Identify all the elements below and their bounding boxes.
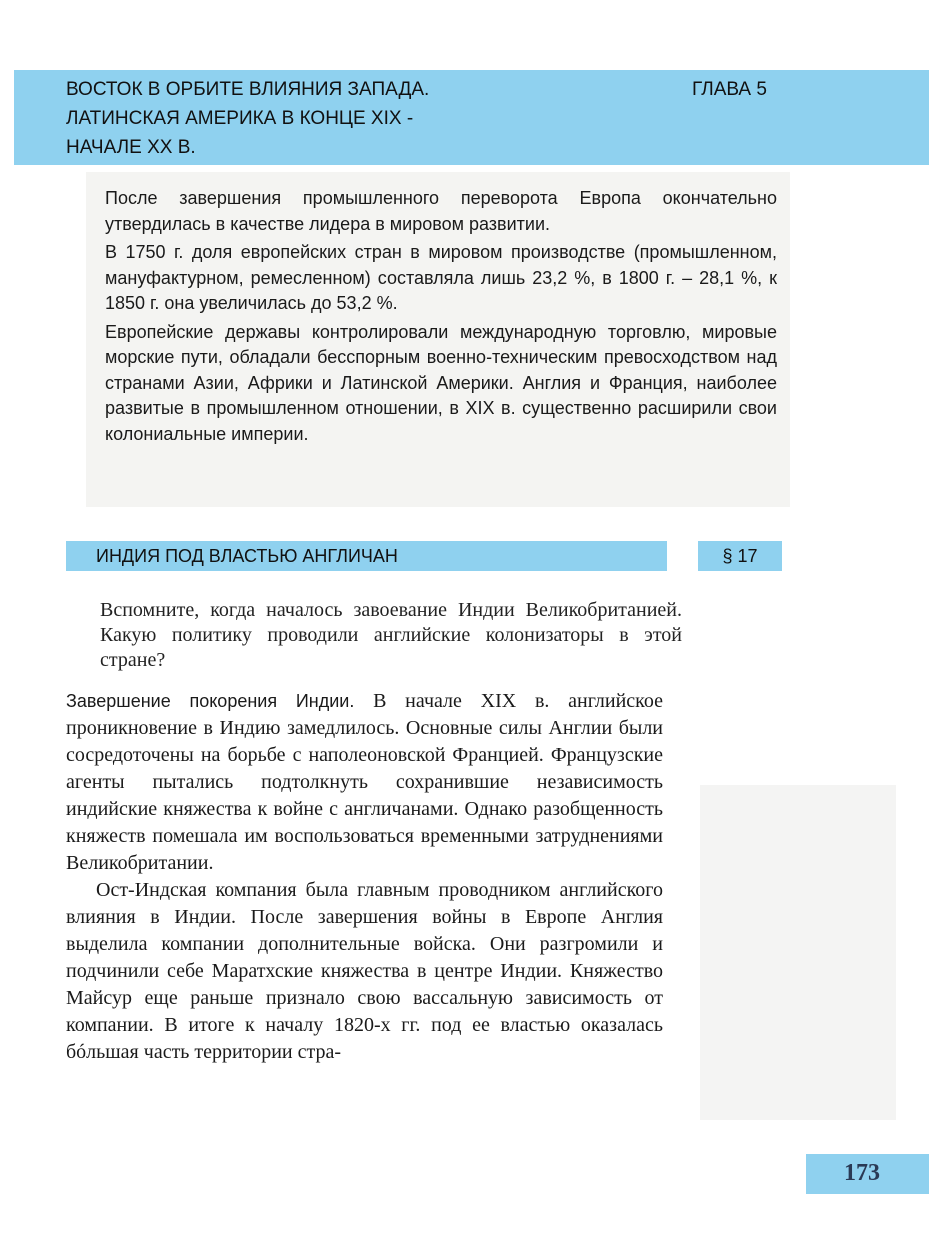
body-paragraph: Ост-Индская компания была главным проводником английского влияния в Индии. После завершения войны в Европе Англия выделила компании дополнительные войска. Они разгромили и подчинили себе Маратхские княжества в центре Индии. Княжество Майсур еще раньше признало свою вассальную зависимость от компании. В итоге к началу 1820-х гг. под ее властью оказалась бóльшая часть территории стра- [66, 879, 663, 1063]
chapter-title [66, 75, 666, 162]
subheading: Завершение покорения Индии. [66, 691, 355, 711]
intro-paragraph: После завершения промышленного переворота Европа окончательно утвердилась в качестве лидера в мировом развитии. [105, 188, 777, 234]
chapter-title-line-1: ВОСТОК В ОРБИТЕ ВЛИЯНИЯ ЗАПАДА. [66, 79, 430, 100]
chapter-label: ГЛАВА 5 [692, 79, 767, 100]
section-number: § 17 [722, 546, 758, 566]
intro-text [105, 186, 777, 450]
body-paragraph-text: В начале XIX в. английское проникновение в Индию замедлилось. Основные силы Англии были сосредоточены на борьбе с наполеоновской Францией. Французские агенты пытались подтолкнуть сохранившие независимость индийские княжества к войне с англичанами. Однако разобщенность княжеств помешала им воспользоваться временными затруднениями Великобритании. [66, 690, 663, 874]
section-title: ИНДИЯ ПОД ВЛАСТЬЮ АНГЛИЧАН [96, 546, 398, 566]
review-question: Вспомните, когда началось завоевание Индии Великобританией. Какую политику проводили английские колонизаторы в этой стране? [100, 599, 682, 671]
main-text [66, 688, 663, 1066]
intro-paragraph: В 1750 г. доля европейских стран в мировом производстве (промышленном, мануфактурном, ремесленном) составляла лишь 23,2 %, в 1800 г. – 28,1 %, к 1850 г. она увеличилась до 53,2 %. [105, 242, 777, 313]
margin-background [700, 785, 896, 1120]
page-number: 173 [844, 1160, 880, 1186]
body-paragraph [66, 688, 663, 877]
chapter-title-line-2: ЛАТИНСКАЯ АМЕРИКА В КОНЦЕ XIX - [66, 108, 414, 129]
intro-paragraph: Европейские державы контролировали международную торговлю, мировые морские пути, обладали бесспорным военно-техническим превосходством над странами Азии, Африки и Латинской Америки. Англия и Франция, наиболее развитые в промышленном отношении, в XIX в. существенно расширили свои колониальные империи. [105, 321, 777, 444]
chapter-title-line-3: НАЧАЛЕ XX В. [66, 137, 196, 158]
